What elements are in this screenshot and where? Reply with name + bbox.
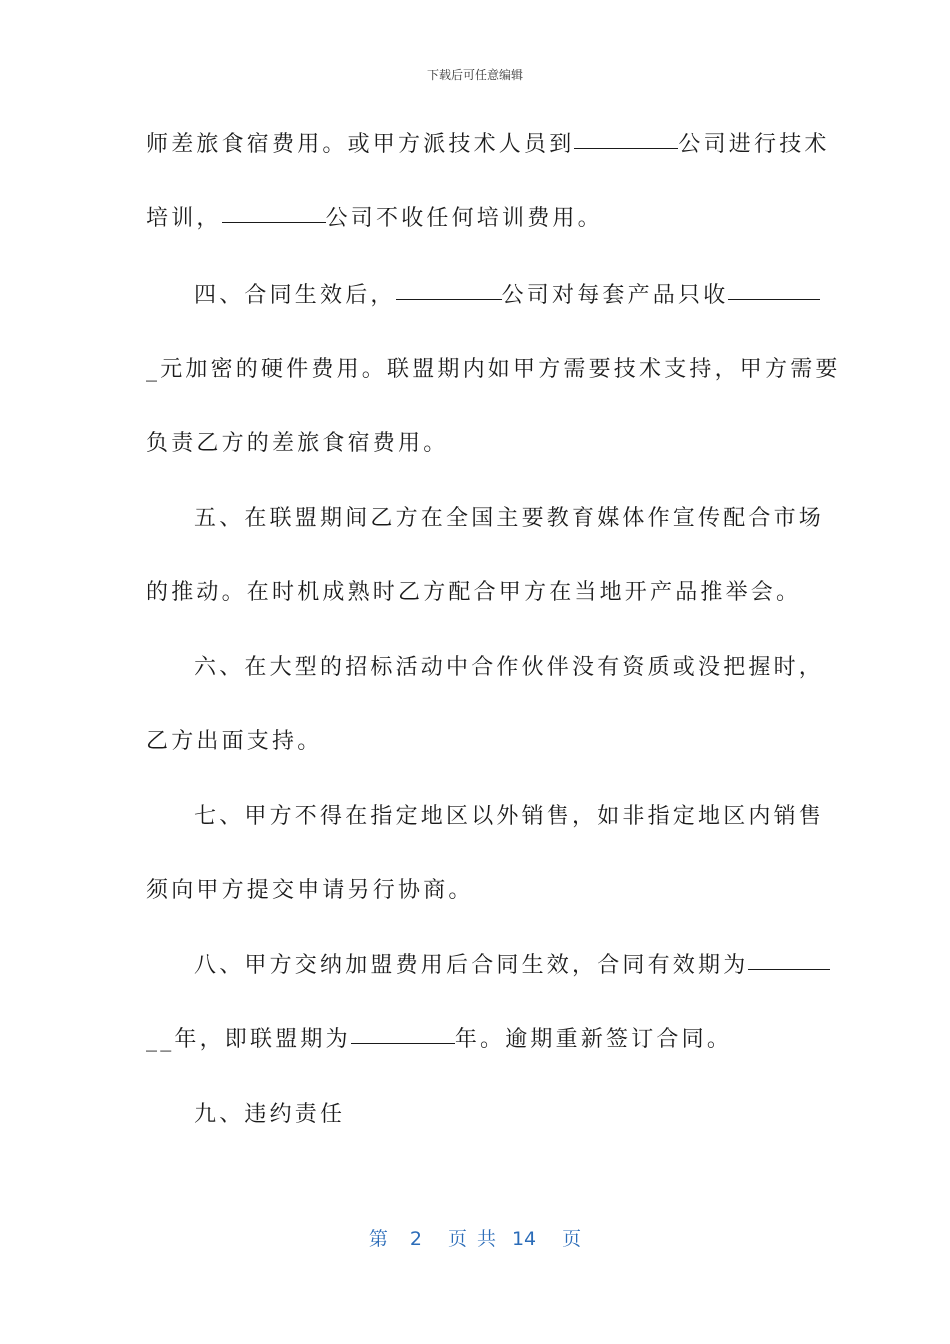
text-line (146, 578, 801, 608)
text-line (194, 653, 824, 683)
fill-blank (351, 1023, 455, 1044)
page-label: 第 (368, 1228, 388, 1250)
text-line (146, 130, 830, 160)
text-segment: 年。逾期重新签订合同。 (454, 1027, 733, 1052)
fill-blank (748, 949, 830, 970)
page-number: 2 (409, 1228, 422, 1250)
text-line (146, 1025, 732, 1055)
page-label: 页共 (447, 1228, 506, 1250)
text-segment: 四、合同生效后， (194, 283, 396, 308)
text-segment: 公司对每套产品只收 (501, 283, 729, 308)
text-line (194, 504, 824, 534)
text-segment: 公司进行技术 (678, 132, 830, 157)
text-line (146, 355, 841, 385)
page-label: 页 (562, 1228, 582, 1250)
text-segment: 须向甲方提交申请另行协商。 (146, 878, 474, 903)
page-total: 14 (511, 1228, 537, 1250)
text-line (194, 951, 830, 981)
text-line (194, 802, 824, 832)
text-line (146, 876, 474, 906)
section-heading: 九、违约责任 (194, 1102, 346, 1127)
text-segment: 七、甲方不得在指定地区以外销售，如非指定地区内销售 (194, 804, 825, 829)
text-segment: 六、在大型的招标活动中合作伙伴没有资质或没把握时， (194, 655, 825, 680)
text-segment: 培训， (146, 206, 222, 231)
text-line (194, 281, 820, 311)
text-line (146, 204, 603, 234)
header-note: 下载后可任意编辑 (426, 68, 523, 82)
text-line (194, 1100, 345, 1130)
text-line (146, 429, 448, 459)
text-segment: 师差旅食宿费用。或甲方派技术人员到 (146, 132, 575, 157)
page-footer (0, 1224, 950, 1251)
text-segment: 公司不收任何培训费用。 (325, 206, 603, 231)
fill-blank (728, 279, 820, 300)
fill-blank (574, 128, 678, 149)
text-segment: 负责乙方的差旅食宿费用。 (146, 431, 449, 456)
text-segment: _元加密的硬件费用。联盟期内如甲方需要技术支持，甲方需要 (146, 357, 841, 382)
text-segment: 的推动。在时机成熟时乙方配合甲方在当地开产品推举会。 (146, 580, 802, 605)
fill-blank (396, 279, 502, 300)
text-segment: 乙方出面支持。 (146, 729, 323, 754)
fill-blank (222, 202, 326, 223)
text-segment: 八、甲方交纳加盟费用后合同生效，合同有效期为 (194, 953, 749, 978)
text-line (146, 727, 322, 757)
text-segment: 五、在联盟期间乙方在全国主要教育媒体作宣传配合市场 (194, 506, 825, 531)
text-segment: __年，即联盟期为 (146, 1027, 351, 1052)
